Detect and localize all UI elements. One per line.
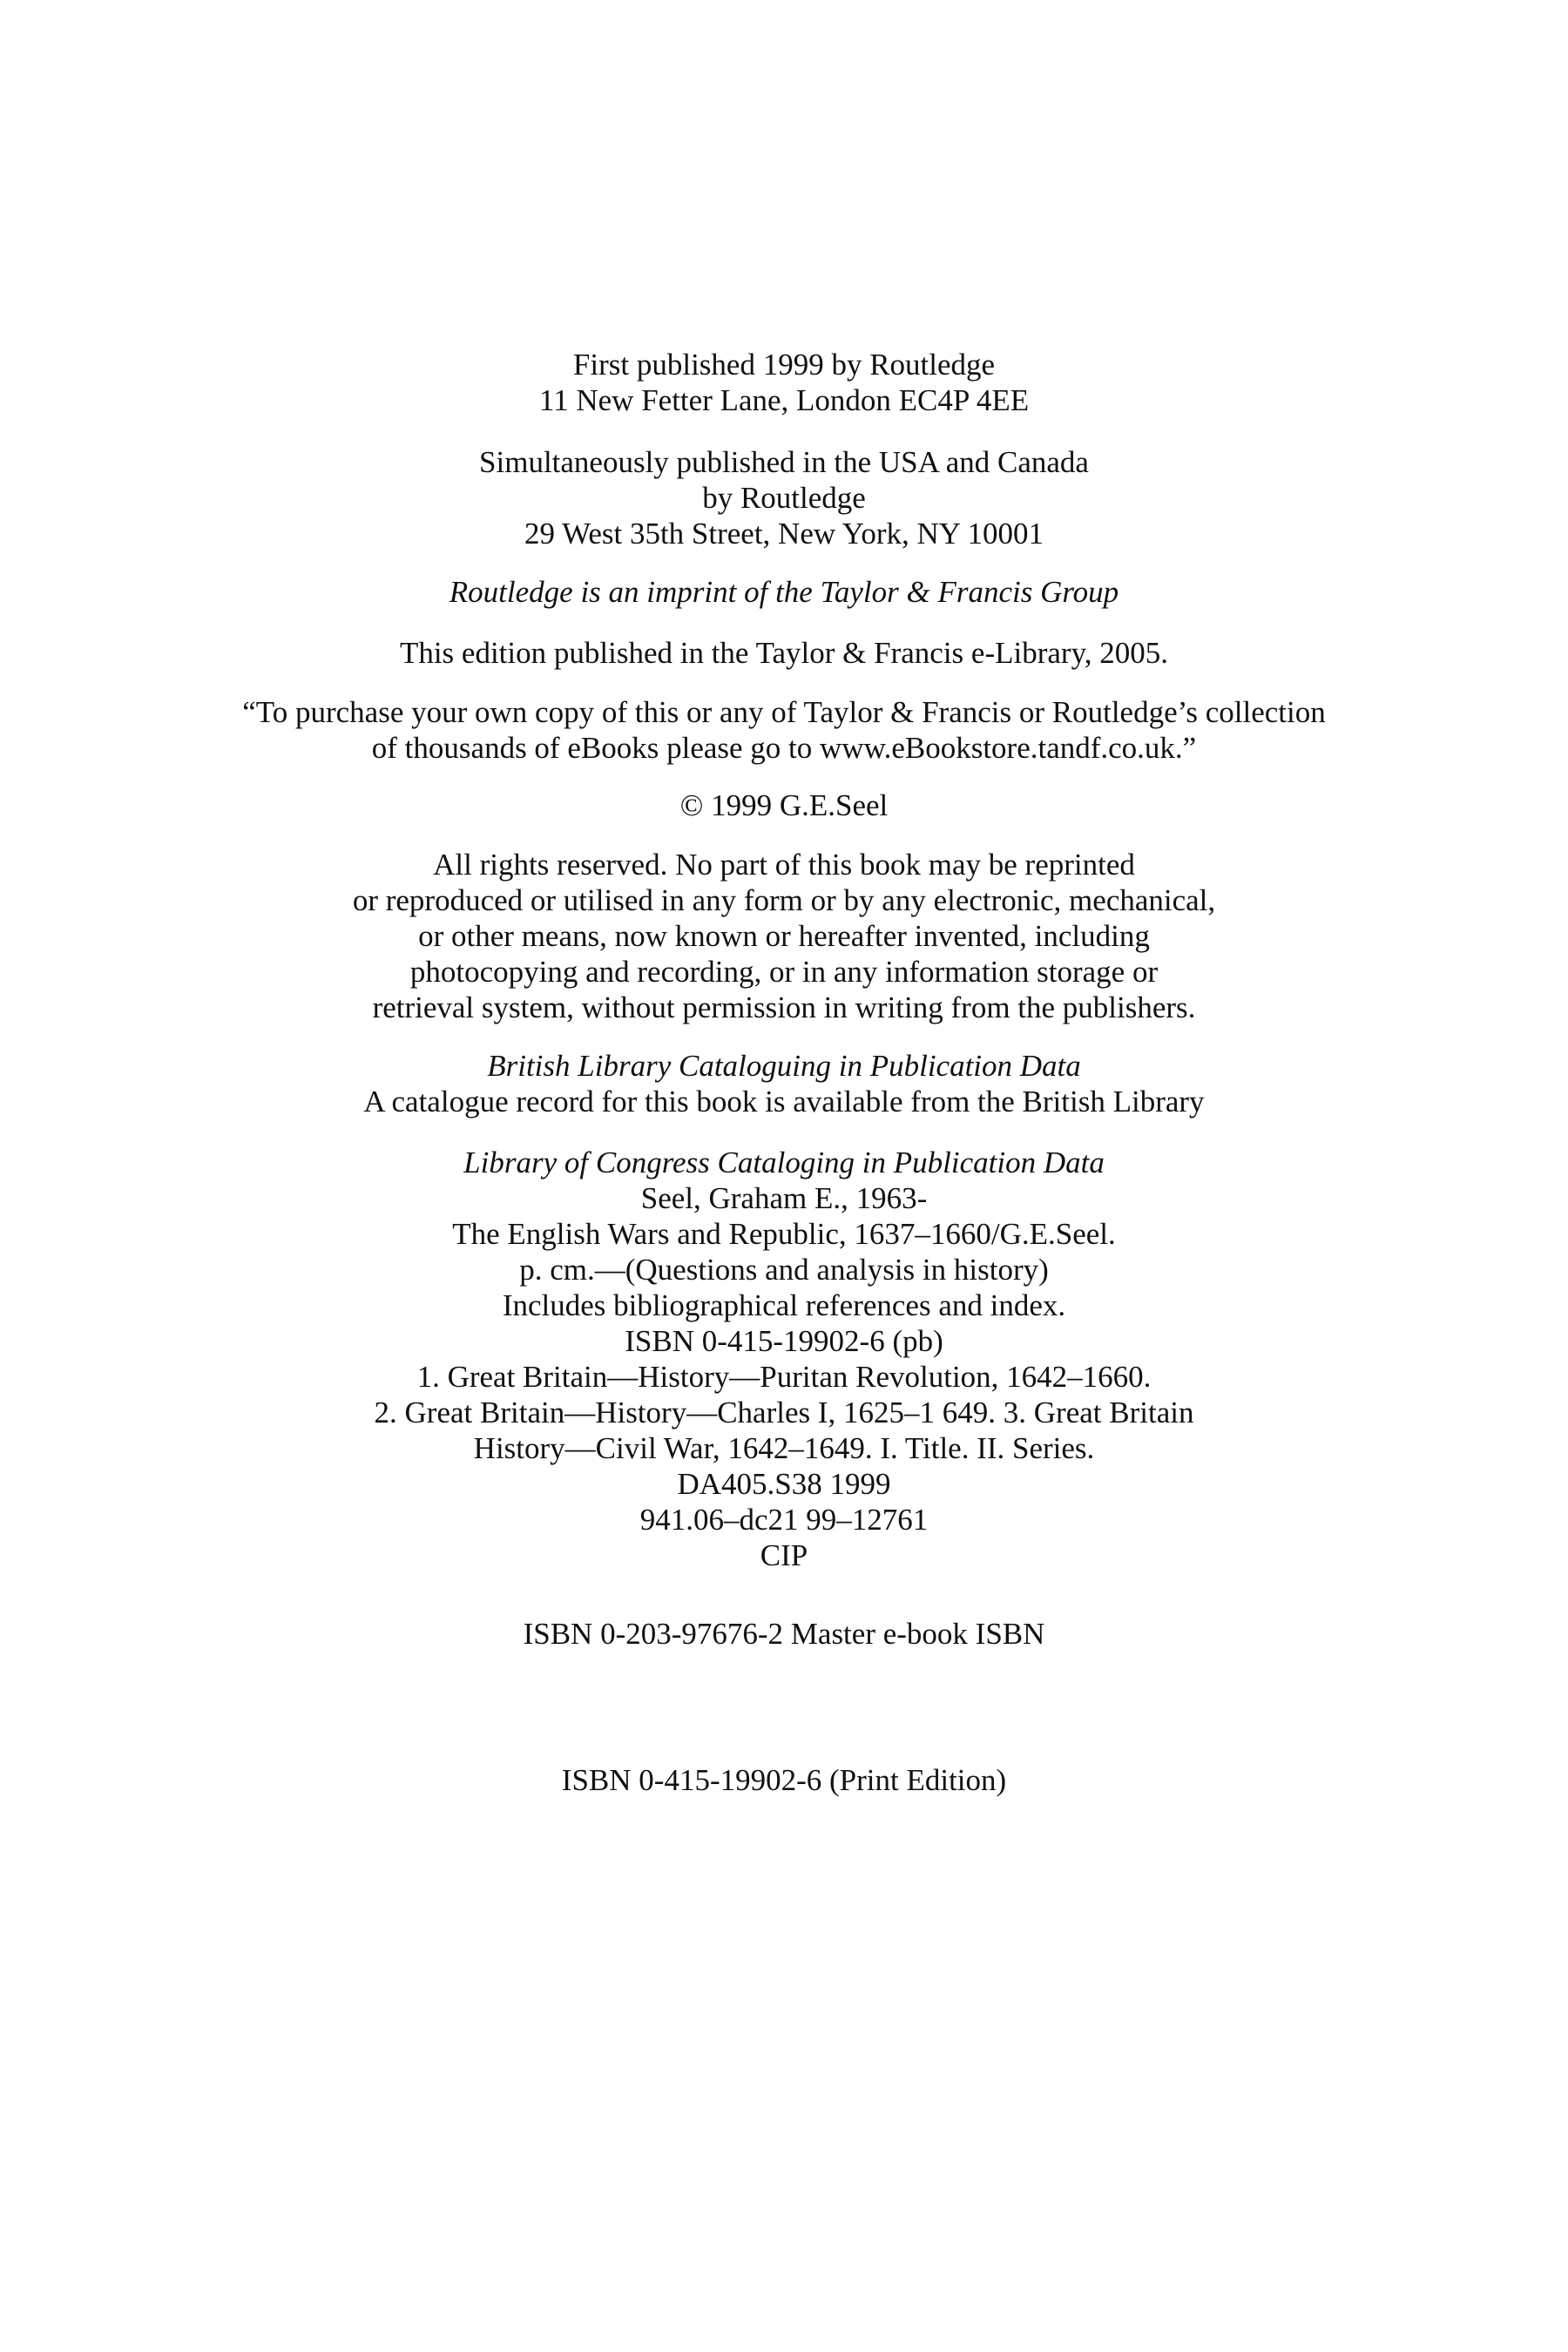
usa-publication-line-1: Simultaneously published in the USA and Canada xyxy=(479,445,1089,479)
usa-publication-line-3: 29 West 35th Street, New York, NY 10001 xyxy=(524,517,1044,551)
copyright-notice: © 1999 G.E.Seel xyxy=(679,788,889,822)
cataloging-line: Includes bibliographical references and index. xyxy=(502,1288,1066,1322)
purchase-note-line-1: “To purchase your own copy of this or any of Taylor & Francis or Routledge’s collection xyxy=(242,695,1326,729)
rights-line: retrieval system, without permission in writing from the publishers. xyxy=(372,990,1196,1024)
cataloging-line: p. cm.—(Questions and analysis in history) xyxy=(519,1253,1049,1287)
cataloging-line: 1. Great Britain—History—Puritan Revolution, 1642–1660. xyxy=(416,1360,1152,1394)
cataloging-line: 2. Great Britain—History—Charles I, 1625–1 649. 3. Great Britain xyxy=(374,1396,1194,1429)
isbn-print-line: ISBN 0-415-19902-6 (Print Edition) xyxy=(561,1763,1007,1797)
purchase-note-block xyxy=(0,694,1568,766)
cataloging-line: The English Wars and Republic, 1637–1660/G.E.Seel. xyxy=(452,1217,1116,1251)
cataloging-line: DA405.S38 1999 xyxy=(677,1467,891,1501)
rights-line: photocopying and recording, or in any information storage or xyxy=(409,955,1159,989)
isbn-master-block xyxy=(0,1616,1568,1652)
rights-line: All rights reserved. No part of this book may be reprinted xyxy=(433,848,1135,882)
first-published-block xyxy=(0,347,1568,418)
purchase-note-line-2: of thousands of eBooks please go to www.eBookstore.tandf.co.uk.” xyxy=(371,731,1197,765)
cataloging-line: Seel, Graham E., 1963- xyxy=(640,1181,928,1215)
cataloging-line: ISBN 0-415-19902-6 (pb) xyxy=(625,1324,943,1358)
imprint-block xyxy=(0,574,1568,610)
rights-block xyxy=(0,847,1568,1025)
british-library-text: A catalogue record for this book is available from the British Library xyxy=(363,1085,1205,1119)
library-of-congress-heading: Library of Congress Cataloging in Publication Data xyxy=(463,1146,1105,1179)
rights-line: or reproduced or utilised in any form or by any electronic, mechanical, xyxy=(352,883,1216,917)
isbn-master-line: ISBN 0-203-97676-2 Master e-book ISBN xyxy=(523,1617,1045,1651)
isbn-print-block xyxy=(0,1762,1568,1798)
first-published-line: First published 1999 by Routledge xyxy=(572,348,996,382)
library-of-congress-block xyxy=(0,1145,1568,1573)
cataloging-line: History—Civil War, 1642–1649. I. Title. II. Series. xyxy=(473,1431,1095,1465)
imprint-note: Routledge is an imprint of the Taylor & Francis Group xyxy=(449,575,1119,609)
london-address-line: 11 New Fetter Lane, London EC4P 4EE xyxy=(538,383,1030,417)
rights-line: or other means, now known or hereafter invented, including xyxy=(418,919,1150,953)
edition-note: This edition published in the Taylor & Francis e-Library, 2005. xyxy=(399,636,1169,670)
usa-publication-line-2: by Routledge xyxy=(702,481,866,515)
cataloging-line: 941.06–dc21 99–12761 xyxy=(639,1503,929,1537)
british-library-block xyxy=(0,1048,1568,1119)
british-library-heading: British Library Cataloguing in Publication Data xyxy=(487,1049,1081,1083)
cataloging-line: CIP xyxy=(760,1538,808,1572)
copyright-block xyxy=(0,787,1568,823)
edition-block xyxy=(0,635,1568,671)
usa-publication-block xyxy=(0,444,1568,551)
